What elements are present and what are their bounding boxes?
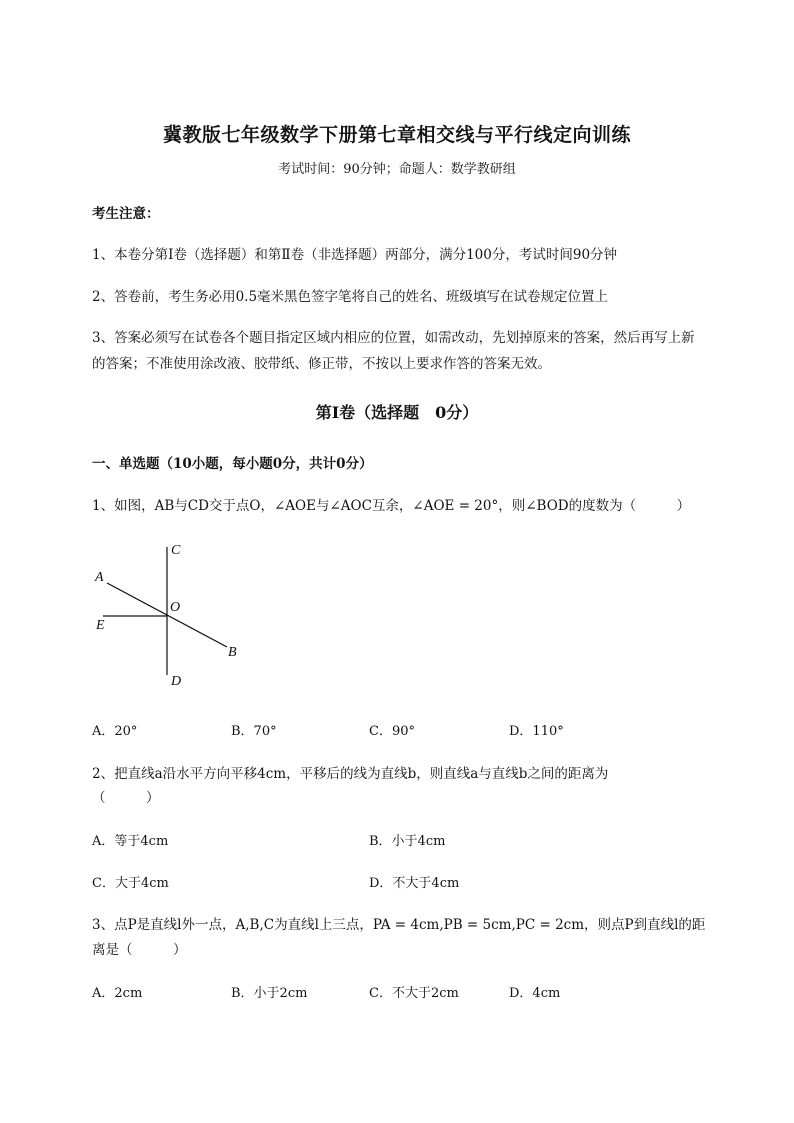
section-title: 第I卷（选择题 0分）: [315, 403, 479, 422]
question-1-figure: [85, 535, 255, 695]
question-3-text-line-1: 3、点P是直线l外一点，A,B,C为直线l上三点，PA = 4cm,PB = 5cm,PC = 2cm，则点P到直线l的距: [92, 917, 706, 933]
question-2-option-d[interactable]: D．不大于4cm: [369, 876, 460, 891]
notice-item-3-line-1: 3、答案必须写在试卷各个题目指定区域内相应的位置，如需改动，先划掉原来的答案，然后再写上新: [92, 330, 695, 346]
question-1-option-b[interactable]: B．70°: [231, 724, 277, 739]
label-o: O: [170, 600, 181, 615]
question-2-option-a[interactable]: A．等于4cm: [92, 834, 169, 849]
question-2-option-c[interactable]: C．大于4cm: [92, 876, 169, 891]
notice-item-2: 2、答卷前，考生务必用0.5毫米黑色签字笔将自己的姓名、班级填写在试卷规定位置上: [92, 289, 609, 305]
question-3-option-d[interactable]: D．4cm: [509, 986, 561, 1001]
notice-item-1: 1、本卷分第I卷（选择题）和第Ⅱ卷（非选择题）两部分，满分100分，考试时间90分钟: [92, 247, 618, 263]
question-1-option-a[interactable]: A．20°: [92, 724, 138, 739]
question-1-option-d[interactable]: D．110°: [509, 724, 564, 739]
question-2-option-b[interactable]: B．小于4cm: [369, 834, 446, 849]
label-d: D: [171, 674, 182, 689]
label-a: A: [95, 570, 104, 585]
notice-item-3-line-2: 的答案；不准使用涂改液、胶带纸、修正带，不按以上要求作答的答案无效。: [92, 356, 551, 372]
question-1-text: 1、如图，AB与CD交于点O，∠AOE与∠AOC互余，∠AOE = 20°，则∠BOD的度数为（ ）: [92, 498, 691, 514]
question-3-text-line-2: 离是（ ）: [92, 942, 187, 958]
question-3-option-a[interactable]: A．2cm: [92, 986, 143, 1001]
exam-info: 考试时间：90分钟；命题人：数学教研组: [278, 162, 516, 177]
question-3-option-c[interactable]: C．不大于2cm: [369, 986, 459, 1001]
question-1-option-c[interactable]: C．90°: [369, 724, 415, 739]
question-2-text-line-2: （ ）: [92, 790, 160, 806]
question-3-option-b[interactable]: B．小于2cm: [231, 986, 308, 1001]
question-2-text-line-1: 2、把直线a沿水平方向平移4cm，平移后的线为直线b，则直线a与直线b之间的距离为: [92, 766, 609, 782]
label-c: C: [171, 543, 181, 558]
label-b: B: [228, 645, 237, 660]
page-title: 冀教版七年级数学下册第七章相交线与平行线定向训练: [162, 124, 631, 146]
part-title: 一、单选题（10小题，每小题0分，共计0分）: [92, 456, 373, 472]
notice-heading: 考生注意：: [92, 206, 160, 222]
label-e: E: [96, 618, 105, 633]
